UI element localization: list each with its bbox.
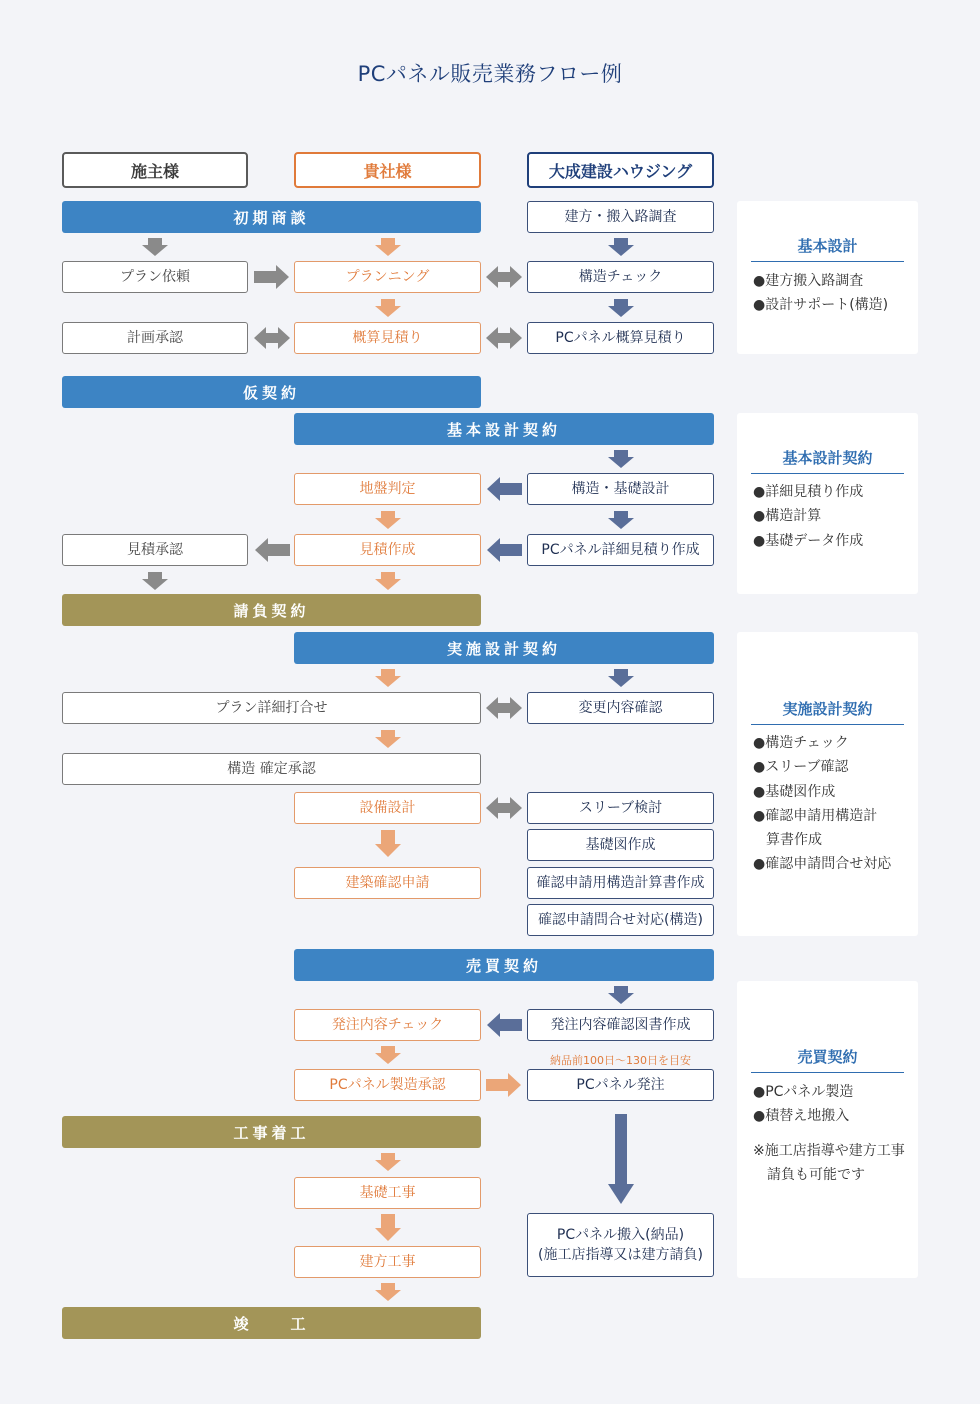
- box-pc-manufacture-approval: PCパネル製造承認: [294, 1069, 481, 1101]
- stage-completion: 竣 工: [62, 1307, 481, 1339]
- box-estimate-creation: 見積作成: [294, 534, 481, 566]
- box-order-drawing: 発注内容確認図書作成: [527, 1009, 714, 1041]
- arrow-left-navy: [487, 538, 522, 562]
- box-equipment-design: 設備設計: [294, 792, 481, 824]
- box-foundation-work: 基礎工事: [294, 1177, 481, 1209]
- panel-item: ●構造チェック: [753, 735, 849, 751]
- box-change-confirmation: 変更内容確認: [527, 692, 714, 724]
- box-foundation-drawing: 基礎図作成: [527, 829, 714, 861]
- arrow-down-orange: [375, 1283, 401, 1301]
- arrow-left-gray: [255, 538, 290, 562]
- panel-note: ※施工店指導や建方工事請負も可能です: [753, 1142, 905, 1183]
- box-calc-sheet: 確認申請用構造計算書作成: [527, 867, 714, 899]
- arrow-down-orange: [375, 1214, 401, 1241]
- box-site-survey: 建方・搬入路調査: [527, 201, 714, 233]
- panel-item: ●スリーブ確認: [753, 759, 849, 776]
- stage-detailed-design-contract: 実施設計契約: [294, 632, 714, 664]
- panel-item: ●詳細見積り作成: [753, 484, 864, 500]
- arrow-double-gray: [254, 327, 290, 349]
- arrow-down-orange: [375, 299, 401, 317]
- arrow-left-navy: [487, 477, 522, 501]
- box-structure-foundation-design: 構造・基礎設計: [527, 473, 714, 505]
- panel-item: ●確認申請問合せ対応: [753, 856, 892, 873]
- box-order-check: 発注内容チェック: [294, 1009, 481, 1041]
- stage-construction-contract: 請負契約: [62, 594, 481, 626]
- panel-item: ●基礎図作成: [753, 783, 836, 800]
- arrow-down-navy: [608, 511, 634, 529]
- panel-title: 基本設計: [751, 235, 904, 262]
- stage-initial-meeting: 初期商談: [62, 201, 481, 233]
- arrow-down-orange: [375, 1046, 401, 1064]
- arrow-right-orange: [486, 1073, 521, 1097]
- arrow-down-navy-long: [608, 1114, 634, 1204]
- arrow-double-gray: [486, 697, 522, 719]
- box-inquiry-response: 確認申請問合せ対応(構造): [527, 904, 714, 936]
- box-plan-approval: 計画承認: [62, 322, 248, 354]
- arrow-down-orange: [375, 572, 401, 590]
- box-rough-estimate: 概算見積り: [294, 322, 481, 354]
- panel-item: ●基礎データ作成: [753, 532, 864, 549]
- box-building-permit: 建築確認申請: [294, 867, 481, 899]
- arrow-down-gray: [142, 238, 168, 256]
- arrow-down-orange: [375, 511, 401, 529]
- arrow-left-navy: [487, 1013, 522, 1037]
- arrow-double-gray: [486, 266, 522, 288]
- panel-item: ●設計サポート(構造): [753, 297, 889, 314]
- arrow-down-navy: [608, 299, 634, 317]
- arrow-down-orange: [375, 669, 401, 687]
- arrow-down-orange: [375, 1153, 401, 1171]
- box-planning: プランニング: [294, 261, 481, 293]
- arrow-right-gray: [254, 265, 289, 289]
- box-structure-check: 構造チェック: [527, 261, 714, 293]
- column-header-taisei: 大成建設ハウジング: [527, 152, 714, 188]
- box-structure-final-approval: 構造 確定承認: [62, 753, 481, 785]
- stage-basic-design-contract: 基本設計契約: [294, 413, 714, 445]
- panel-item: ●PCパネル製造: [753, 1084, 854, 1100]
- stage-sales-contract: 売買契約: [294, 949, 714, 981]
- panel-item: ●構造計算: [753, 508, 822, 525]
- box-estimate-approval: 見積承認: [62, 534, 248, 566]
- order-timing-note: 納品前100日〜130日を目安: [550, 1054, 691, 1067]
- box-pc-order: PCパネル発注: [527, 1069, 714, 1101]
- pc-delivery-line2: (施工店指導又は建方請負): [538, 1247, 703, 1263]
- panel-title: 基本設計契約: [751, 447, 904, 474]
- arrow-down-orange: [375, 730, 401, 748]
- stage-provisional-contract: 仮契約: [62, 376, 481, 408]
- arrow-down-navy: [608, 986, 634, 1004]
- box-pc-detailed-estimate: PCパネル詳細見積り作成: [527, 534, 714, 566]
- box-pc-rough-estimate: PCパネル概算見積り: [527, 322, 714, 354]
- box-plan-detail-meeting: プラン詳細打合せ: [62, 692, 481, 724]
- box-sleeve-review: スリーブ検討: [527, 792, 714, 824]
- panel-item: ●確認申請用構造計算書作成: [753, 807, 878, 849]
- arrow-down-navy: [608, 238, 634, 256]
- arrow-down-navy: [608, 450, 634, 468]
- box-ground-assessment: 地盤判定: [294, 473, 481, 505]
- box-erection-work: 建方工事: [294, 1246, 481, 1278]
- panel-title: 実施設計契約: [751, 698, 904, 725]
- arrow-down-gray: [142, 572, 168, 590]
- column-header-owner: 施主様: [62, 152, 248, 188]
- page-title: PCパネル販売業務フロー例: [357, 62, 623, 86]
- arrow-down-navy: [608, 669, 634, 687]
- arrow-double-gray: [486, 327, 522, 349]
- stage-construction-start: 工事着工: [62, 1116, 481, 1148]
- column-header-client: 貴社様: [294, 152, 481, 188]
- panel-title: 売買契約: [751, 1046, 904, 1073]
- panel-item: ●建方搬入路調査: [753, 273, 864, 289]
- box-plan-request: プラン依頼: [62, 261, 248, 293]
- panel-item: ●積替え地搬入: [753, 1108, 850, 1125]
- arrow-double-gray: [486, 797, 522, 819]
- arrow-down-orange: [375, 238, 401, 256]
- arrow-down-orange: [375, 830, 401, 857]
- pc-delivery-line1: PCパネル搬入(納品): [556, 1226, 685, 1243]
